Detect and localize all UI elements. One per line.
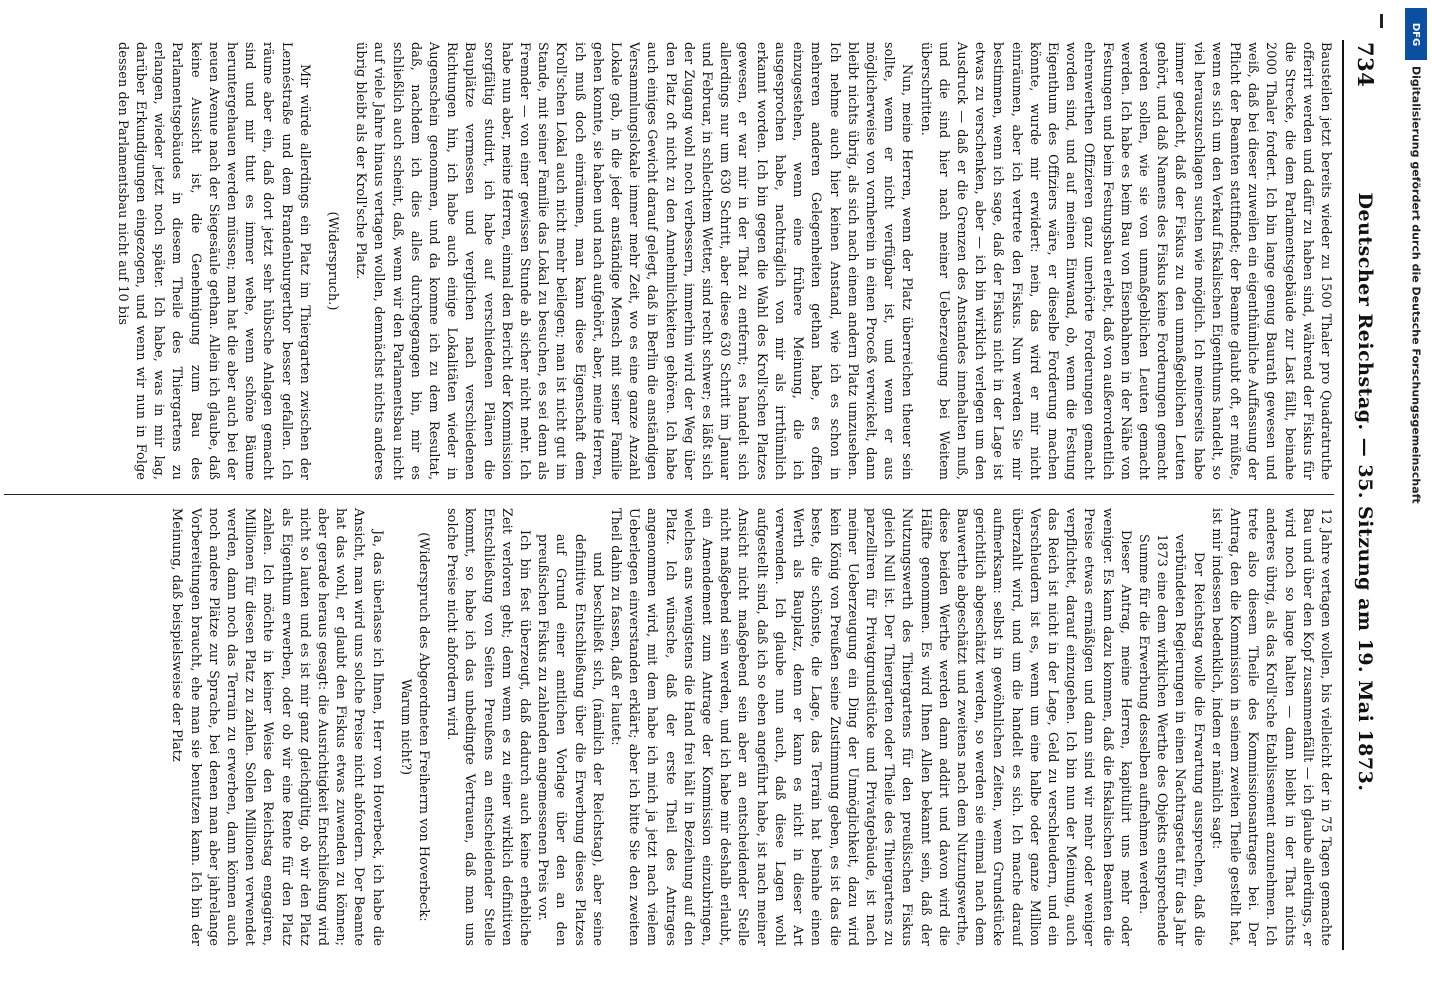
quoted-amendment: und beschließt sich, (nämlich der Reichstag), aber seine definitive Entschließung über die Erwerbung dieses Platzes auf Grund einer amtlichen Vorlage über den an den preußischen Fiskus zu zahlenden angemessenen Preis vor.: [535, 534, 605, 946]
paragraph: 12 Jahre vertagen wollen, bis vielleicht der in 75 Tagen gemachte Bau und über den Kopf zusammenfällt — ich glaube allerdings, er wird noch so lange halten — dann bleibt in der That nichts anderes übrig, als das Kroll'sche Etablissement anzunehmen. Ich trete also diesem Theile des Kommissionsantrages bei. Der Antrag, den die Kommission in seinem zweiten Theile gestellt hat, ist mir indessen bedenklich, indem er nämlich sagt:: [1208, 508, 1333, 946]
page-title: Deutscher Reichstag. — 35. Sitzung am 19. Mai 1873.: [1354, 192, 1376, 792]
paragraph: Bausteilen jetzt bereits wieder zu 1500 Thaler pro Quadratruthe offerirt werden und dafür zu haben sind, während der Fiskus für die Strecke, die dem Parlamentsgebäude zur Last fällt, beinahe 2000 Thaler fordert. Ich bin lange genug Baurath gewesen und weiß, daß bei dieser zuweilen ein eigenthümliche Auffassung der Pflicht der Beamten stattfindet; der Beamte glaubt oft, er müßte, wenn es sich um den Verkauf fiskalischen Eigenthums handelt, so viel herauszuschlagen suchen wie möglich. Ich meinerseits habe immer gedacht, daß der Fiskus zu den unmaßgeblichen Leuten gehört, und daß Namens des Fiskus keine Forderungen gemacht werden sollen, wie sie von unmaßgeblichen Leuten gemacht werden. Ich habe es beim Bau von Eisenbahnen in der Nähe von Festungen und beim Festungsbau erlebt, daß von außerordentlich ehrenwerthen Offizieren ganz unerhörte Forderungen gemacht worden sind, und auf meinen Einwand, ob, wenn die Festung Eigenthum des Offiziers wäre, er dieselbe Forderung machen könnte, wurde mir erwidert: nein, das wird er mir nicht einräumen, aber ich vertrete den Fiskus. Nun werden Sie mir bestimmen, wenn ich sage, daß der Fiskus nicht in der Lage ist etwas zu verschenken, aber — ich bin wirklich verlegen um den Ausdruck — daß er die Grenzen des Anstandes innehalten muß, und die sind hier nach meiner Ueberzeugung bei Weitem überschritten.: [917, 42, 1333, 480]
interjection: (Widerspruch des Abgeordneten Freiherrn von Hoverbeck: Warum nicht?): [397, 532, 432, 922]
digitization-notice-text: Digitalisierung gefördert durch die Deutsche Forschungsgemeinschaft: [1409, 66, 1423, 504]
left-column: [4, 42, 1334, 480]
dfg-logo-text: DFG: [1410, 22, 1422, 46]
right-column: [4, 508, 1334, 946]
scan-mark: [1380, 14, 1383, 28]
paragraph: Nun, meine Herren, wenn der Platz überreichen theuer sein sollte, wenn er nicht verfügbar ist, und wenn er aus möglicherweise von vornherein in einen Proceß verwickelt, dann bleibt nichts übrig, als sich nach einem andern Platz umzusehen. Ich nehme auch hier keinen Anstand, wie ich es schon in mehreren anderen Gelegenheiten gethan habe, es offen einzugestehen, wenn eine frühere Meinung, die ich ausgesprochen habe, nachträglich von mir als irrthümlich erkannt worden. Ich bin gegen die Wahl des Kroll'schen Platzes gewesen, er war mir in der That zu entfernt; es handelt sich allerdings nur um 630 Schritt, aber diese 630 Schritt im Januar und Februar, in schlechtem Wetter, sind recht schwer; es läßt sich der Zugang wohl noch verbessern, immerhin wird der Weg über den Platz oft nicht zu den Annehmlichkeiten gehören. Ich habe auch einiges Gewicht darauf gelegt, daß in Berlin die anständigen Versammlungslokale immer mehr Zeit, wo es eine ganze Anzahl Lokale gab, in die jeder anständige Mensch mit seiner Familie gehen konnte, sie haben und nach aufgehört, aber, meine Herren, ich muß doch einräumen, man kann diese Eigenschaft dem Kroll'schen Lokal auch nicht mehr beilegen; man ist nicht gut im Stande, mit seiner Familie das Lokal zu besuchen, es sei denn als Fremder — von einer gewissen Stunde ab sicher nicht mehr. Ich habe nun aber, meine Herren, einmal den Bericht der Kommission sorgfältig studirt, ich habe auf verschiedenen Plänen die Bauplätze vermessen und verglichen nach verschiedenen Richtungen hin, ich habe auch einige Lokalitäten wieder in Augenschein genommen, und da komme ich zu dem Resultat, daß, nachdem ich dies alles durchgegangen bin, mir es schließlich auch scheint, daß, wenn wir den Parlamentsbau nicht auf viele Jahre hinaus vertagen wollen, demnächst nichts anderes übrig bleibt als der Kroll'sche Platz.: [353, 42, 915, 480]
digitization-strip: [1402, 6, 1430, 996]
paragraph: Ja, das überlasse ich Ihnen, Herr von Hoverbeck, ich habe die Ansicht, man wird uns solche Preise nicht abfordern. Der Beamte hat das wohl, er glaubt den Fiskus etwas zuwenden zu können; aber gerade heraus gesagt: die Ausrichtigkeit Entschließung wird nicht so lauten und es ist mir ganz gleichgültig, ob wir den Platz als Eigenthum erwerben, oder ob wir eine Rente für den Platz zahlen. Ich möchte in keiner Weise den Reichstag engagiren, Millionen für diesen Platz zu zahlen. Sollen Millionen verwendet werden, dann noch das Terrain zu erwerben, dann können auch noch andere Plätze zur Sprache, bei denen man aber jahrelange Vorbereitungen braucht, ehe man sie benutzen kann. Ich bin der Meinung, daß beispielsweise der Platz: [169, 508, 385, 946]
page-number: 734: [1353, 42, 1378, 88]
page-header: [1348, 42, 1382, 947]
column-divider: [4, 494, 1334, 495]
dfg-logo: [1405, 8, 1427, 60]
paragraph: Ich bin fest überzeugt, daß dadurch auch keine erhebliche Zeit verloren geht; denn wenn es zu einer wirklich definitiven Entschließung von Seiten Preußens an entscheidender Stelle kommt, so habe ich das unbedingte Vertrauen, daß man uns solche Preise nicht abfordern wird.: [444, 508, 533, 946]
quoted-motion: Der Reichstag wolle die Erwartung aussprechen, daß die verbündeten Regierungen in einen Nachtragsetat für das Jahr 1873 eine dem wirklichen Werthe des Objekts entsprechende Summe für die Erwerbung desselben aufnehmen werden.: [1135, 534, 1206, 946]
interjection: (Widerspruch.): [325, 211, 341, 311]
digitization-notice: [1402, 66, 1430, 996]
header-rule: [1342, 40, 1344, 950]
paragraph: Dieser Antrag, meine Herren, kapitulirt uns mehr oder weniger. Es kann dazu kommen, daß die fiskalischen Beamten die Preise etwas ermäßigen und dann sind wir mehr oder weniger verpflichtet, darauf einzugehen. Ich bin nun der Meinung, auch das Reich ist nicht in der Lage, Geld zu verschleudern, und ein Verschleudern ist es, wenn um eine halbe oder ganze Million überzahlt wird, und um die handelt es sich. Ich mache darauf aufmerksam: selbst in gewöhnlichen Zeiten, wenn Grundstücke gerichtlich abgeschätzt werden, so werden sie einmal nach dem Bauwerthe abgeschätzt und zweitens nach dem Nutzungswerthe, diese beiden Werthe werden dann addirt und davon wird die Hälfte genommen. Es wird Ihnen Allen bekannt sein, daß der Nutzungswerth des Thiergartens für den preußischen Fiskus gleich Null ist. Der Thiergarten oder Theile des Thiergartens zu parzelliren für Privatgrundstücke und Privatgebäude, ist nach meiner Ueberzeugung ein Ding der Unmöglichkeit, dazu wird kein König von Preußen seine Zustimmung geben, es ist das die beste, die schönste, die Lage, das Terrain hat beinahe einen Werth als Bauplatz, denn er kann es nicht in dieser Art verwenden. Ich glaube nun auch, daß diese Lagen wohl aufgestellt sind, daß ich so eben angeführt habe, ist nach meiner Ansicht nicht maßgebend sein aber an entscheidender Stelle nicht maßgebend sein werden, und ich habe mir deshalb erlaubt, ein Amendement zum Antrage der Kommission einzubringen, welches ans wenigstens die Hand frei hält in Beziehung auf den Platz. Ich wünsche, daß der erste Theil des Antrages angenommen wird, mit dem habe ich mich ja jetzt nach vielem Ueberlegen einverstanden erklärt; aber ich bitte Sie den zweiten Theil dahin zu fassen, daß er lautet:: [608, 508, 1133, 946]
paragraph: Mir würde allerdings ein Platz im Thiergarten zwischen der Lennéstraße und dem Brandenburgerthor besser gefallen. Ich räume aber ein, daß dort jetzt sehr hübsche Anlagen gemacht sind und mir thut es immer wehe, wenn schöne Bäume heruntergehauen werden müssen; man hat die aber auch bei der neuen Avenue nach der Siegesäule gethan. Allein ich glaube, daß keine Aussicht ist, die Genehmigung zum Bau des Parlamentsgebäudes in diesem Theile des Thiergartens zu erlangen, wieder jetzt noch später. Ich habe, was in mir lag, darüber Erkundigungen eingezogen, und wenn wir nun in Folge dessen den Parlamentsbau nicht auf 10 bis: [114, 42, 312, 480]
